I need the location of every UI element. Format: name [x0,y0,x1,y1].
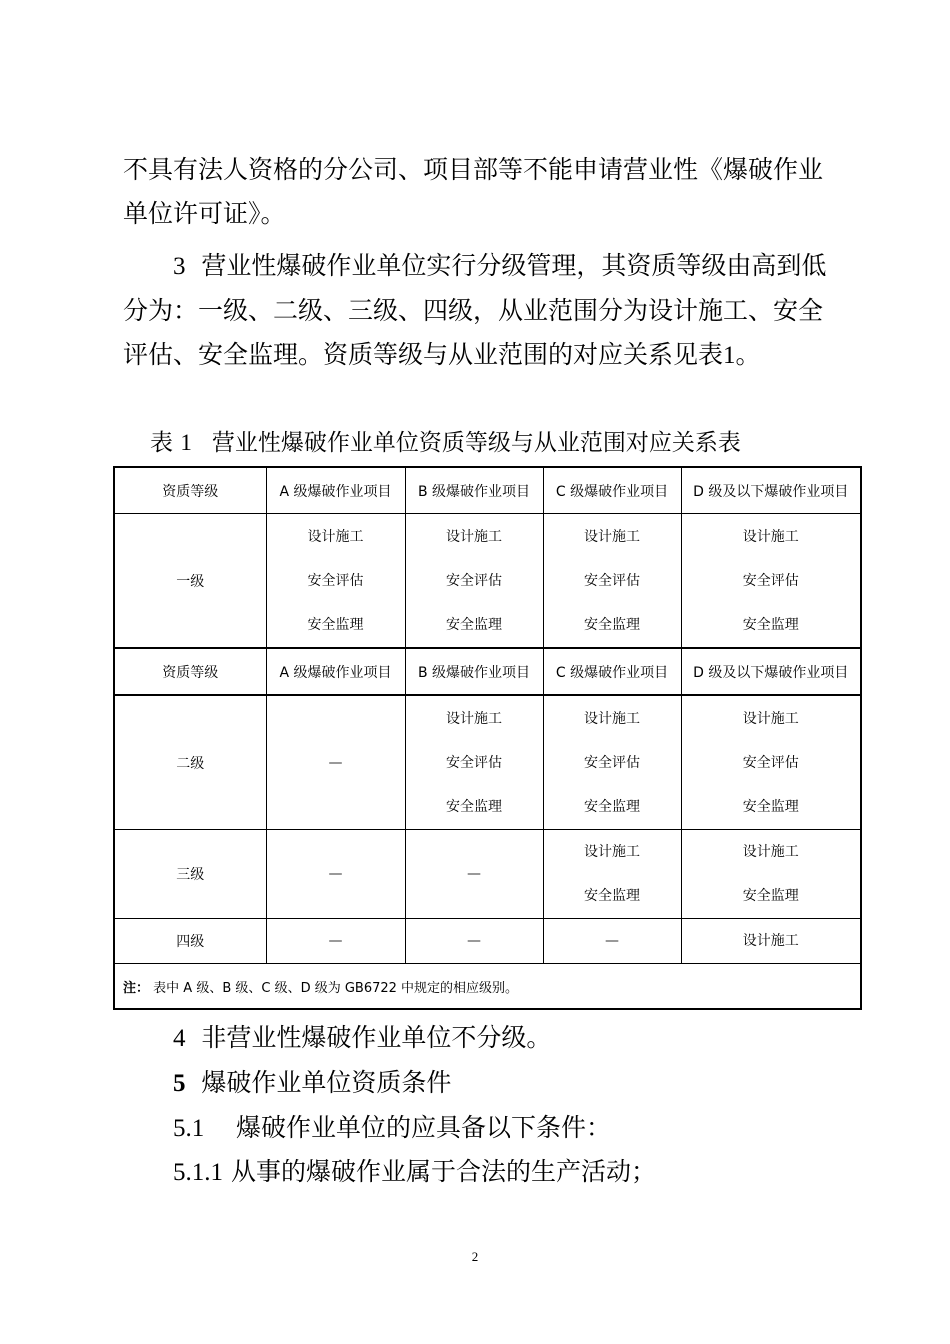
scope-cell-b: — [405,919,543,964]
intro-line-2: 单位许可证》。 [123,199,286,228]
table-row-grade-1 [114,514,861,649]
clause-5-1-1-number: 5.1.1 [173,1159,223,1186]
scope-cell-b: 设计施工 安全评估 安全监理 [405,695,543,830]
grade-cell: 一级 [114,514,266,649]
header-d: D 级及以下爆破作业项目 [681,467,861,514]
clause-3-period: 。 [735,340,761,369]
clause-4-text: 非营业性爆破作业单位不分级。 [201,1023,552,1052]
clause-3-text-1: 营业性爆破作业单位实行分级管理，其资质等级由高到低 [201,251,827,280]
scope-cell-d: 设计施工 安全评估 安全监理 [681,695,861,830]
qualification-table [113,466,862,1010]
scope-cell-b: 设计施工 安全评估 安全监理 [405,514,543,649]
scope-cell-a: — [266,695,405,830]
table-row-grade-2 [114,695,861,830]
clause-5 [173,1061,893,1106]
header-b: B 级爆破作业项目 [405,648,543,695]
scope-cell-a: — [266,830,405,919]
header-grade: 资质等级 [114,648,266,695]
clause-3-line-2: 分为：一级、二级、三级、四级，从业范围分为设计施工、安全 [123,296,824,325]
header-c: C 级爆破作业项目 [543,648,681,695]
table-note [114,964,861,1010]
scope-cell-c: 设计施工 安全监理 [543,830,681,919]
clause-5-1-text: 爆破作业单位的应具备以下条件： [236,1113,612,1142]
clause-3-number: 3 [173,253,186,280]
note-text: 表中 A 级、B 级、C 级、D 级为 GB6722 中规定的相应级别。 [153,980,519,996]
header-b: B 级爆破作业项目 [405,467,543,514]
intro-paragraph [123,148,843,236]
table-header-row [114,467,861,514]
scope-cell-c: — [543,919,681,964]
intro-line-1: 不具有法人资格的分公司、项目部等不能申请营业性《爆破作业 [123,155,824,184]
clause-3-table-ref: 1 [723,342,736,369]
scope-cell-a: — [266,919,405,964]
grade-cell: 三级 [114,830,266,919]
header-a: A 级爆破作业项目 [266,648,405,695]
scope-cell-d: 设计施工 [681,919,861,964]
clause-4-number: 4 [173,1025,186,1052]
grade-cell: 四级 [114,919,266,964]
clause-3-line-1 [123,244,843,289]
clause-5-1-number: 5.1 [173,1115,205,1142]
scope-cell-d: 设计施工 安全监理 [681,830,861,919]
table-header-row-repeat [114,648,861,695]
clause-5-1-1 [173,1150,893,1195]
scope-cell-c: 设计施工 安全评估 安全监理 [543,514,681,649]
scope-cell-d: 设计施工 安全评估 安全监理 [681,514,861,649]
note-label: 注： [123,980,150,996]
clause-5-text: 爆破作业单位资质条件 [201,1068,452,1097]
table-row-grade-3 [114,830,861,919]
caption-prefix: 表 [150,430,173,456]
header-grade: 资质等级 [114,467,266,514]
clause-3 [123,244,843,378]
page-number: 2 [471,1249,479,1264]
caption-title: 营业性爆破作业单位资质等级与从业范围对应关系表 [211,430,741,456]
scope-cell-b: — [405,830,543,919]
table-caption [150,424,741,457]
table-row-grade-4 [114,919,861,964]
clause-4 [173,1016,893,1061]
header-d: D 级及以下爆破作业项目 [681,648,861,695]
header-a: A 级爆破作业项目 [266,467,405,514]
clause-5-number: 5 [173,1070,186,1097]
header-c: C 级爆破作业项目 [543,467,681,514]
grade-cell: 二级 [114,695,266,830]
caption-number: 1 [180,430,192,455]
scope-cell-a: 设计施工 安全评估 安全监理 [266,514,405,649]
clause-5-1 [173,1106,893,1151]
clause-3-text-3: 评估、安全监理。资质等级与从业范围的对应关系见表 [123,340,724,369]
clause-5-1-1-text: 从事的爆破作业属于合法的生产活动； [230,1157,656,1186]
table-note-row [114,964,861,1010]
clause-3-line-3 [123,333,843,378]
scope-cell-c: 设计施工 安全评估 安全监理 [543,695,681,830]
